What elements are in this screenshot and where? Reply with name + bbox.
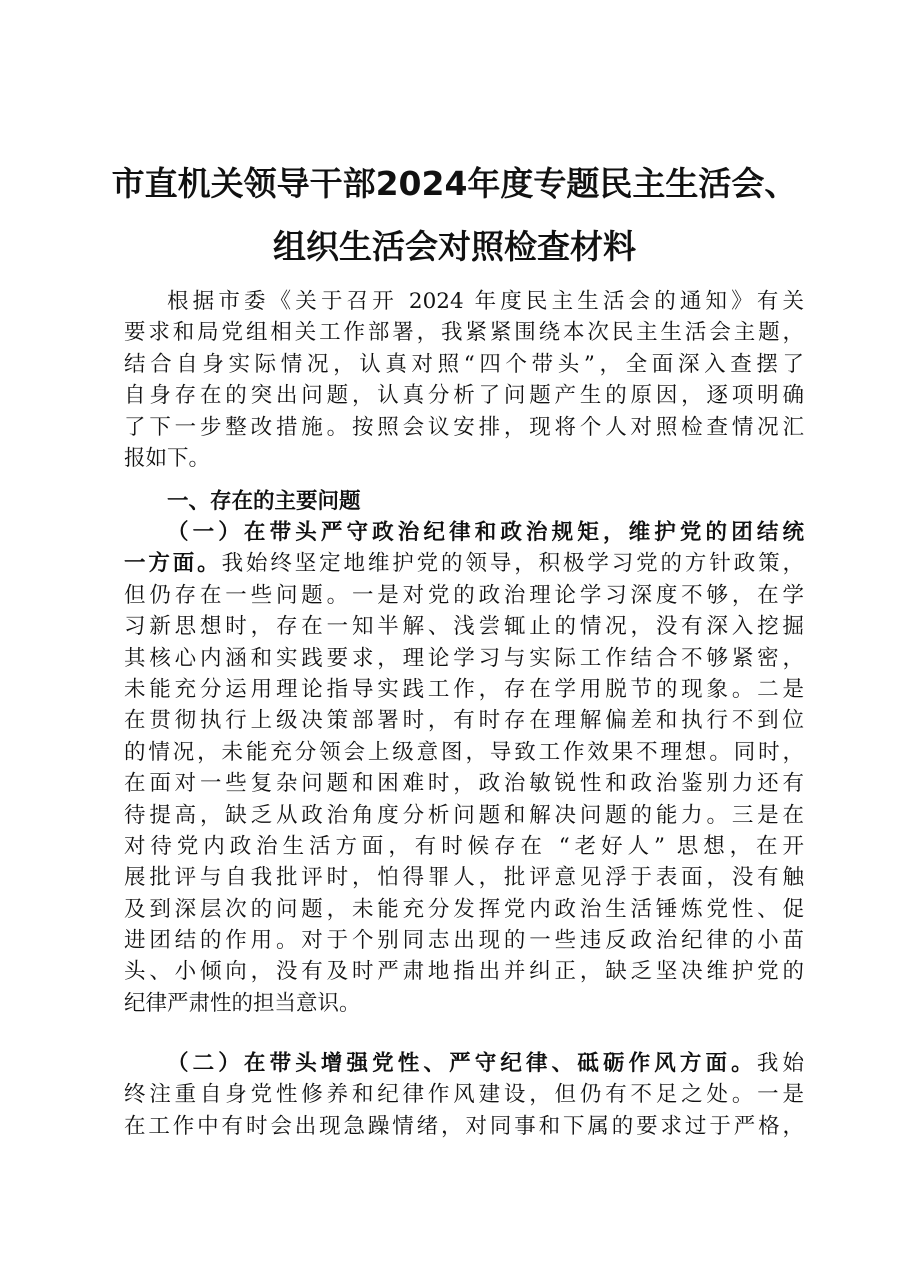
subsection-1-heading-end: 一方面。 xyxy=(124,551,222,577)
subsection-2-line: 在工作中有时会出现急躁情绪，对同事和下属的要求过于严格， xyxy=(124,1113,804,1139)
subsection-1-line: 及到深层次的问题，未能充分发挥党内政治生活锤炼党性、促 xyxy=(124,896,804,922)
subsection-2-line xyxy=(124,1048,804,1079)
subsection-1-paragraph xyxy=(124,517,804,1019)
subsection-1-line: 待提高，缺乏从政治角度分析问题和解决问题的能力。三是在 xyxy=(124,802,804,828)
subsection-1-line: 展批评与自我批评时，怕得罪人，批评意见浮于表面，没有触 xyxy=(124,865,804,891)
subsection-2-text: 我始 xyxy=(756,1051,804,1076)
intro-paragraph xyxy=(124,286,804,474)
subsection-1-line xyxy=(124,548,804,579)
subsection-1-line: 未能充分运用理论指导实践工作，存在学用脱节的现象。二是 xyxy=(124,676,804,702)
intro-line: 报如下。 xyxy=(124,445,211,471)
subsection-1-line: 的情况，未能充分领会上级意图，导致工作效果不理想。同时， xyxy=(124,739,804,765)
subsection-2-heading: （二）在带头增强党性、严守纪律、砥砺作风方面。 xyxy=(167,1051,757,1076)
document-title-line-1: 市直机关领导干部2024年度专题民主生活会、 xyxy=(111,164,798,203)
intro-line: 根据市委《关于召开 2024 年度民主生活会的通知》有关 xyxy=(167,289,804,314)
subsection-1-line: 进团结的作用。对于个别同志出现的一些违反政治纪律的小苗 xyxy=(124,928,804,954)
document-title-line-2: 组织生活会对照检查材料 xyxy=(273,227,636,266)
subsection-1-line: 但仍存在一些问题。一是对党的政治理论学习深度不够，在学 xyxy=(124,582,804,608)
subsection-2-line: 终注重自身党性修养和纪律作风建设，但仍有不足之处。一是 xyxy=(124,1082,804,1108)
subsection-1-line: 纪律严肃性的担当意识。 xyxy=(124,990,361,1016)
subsection-1-heading: （一）在带头严守政治纪律和政治规矩，维护党的团结统 xyxy=(167,520,804,545)
intro-line: 要求和局党组相关工作部署，我紧紧围绕本次民主生活会主题， xyxy=(124,320,804,346)
subsection-1-line: 头、小倾向，没有及时严肃地指出并纠正，缺乏坚决维护党的 xyxy=(124,959,804,985)
section-heading-problems: 一、存在的主要问题 xyxy=(167,489,361,514)
subsection-1-line: 在面对一些复杂问题和困难时，政治敏锐性和政治鉴别力还有 xyxy=(124,771,804,797)
intro-line: 结合自身实际情况，认真对照“四个带头”，全面深入查摆了 xyxy=(124,351,804,377)
intro-line: 自身存在的突出问题，认真分析了问题产生的原因，逐项明确 xyxy=(124,383,804,409)
subsection-1-line: 对待党内政治生活方面，有时候存在 “老好人” 思想，在开 xyxy=(124,833,804,859)
subsection-1-text: 我始终坚定地维护党的领导，积极学习党的方针政策， xyxy=(221,551,804,577)
subsection-2-paragraph xyxy=(124,1048,804,1142)
intro-line: 了下一步整改措施。按照会议安排，现将个人对照检查情况汇 xyxy=(124,414,804,440)
subsection-1-line: 其核心内涵和实践要求，理论学习与实际工作结合不够紧密， xyxy=(124,645,804,671)
subsection-1-line: 在贯彻执行上级决策部署时，有时存在理解偏差和执行不到位 xyxy=(124,708,804,734)
subsection-1-line: 习新思想时，存在一知半解、浅尝辄止的情况，没有深入挖掘 xyxy=(124,614,804,640)
